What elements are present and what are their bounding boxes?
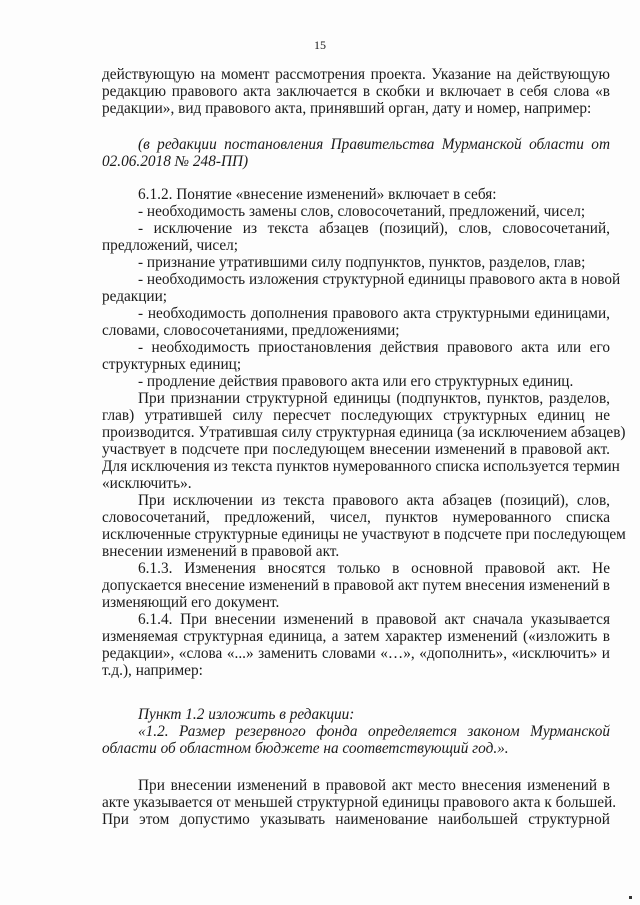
text-line: словами, словосочетаниями, предложениями;: [102, 322, 400, 339]
text-line: редакции», «слова «...» заменить словами «…», «дополнить», «исключить» и: [102, 645, 610, 662]
text-line: акте указывается от меньшей структурной единицы правового акта к большей.: [102, 794, 617, 811]
text-line: 6.1.4. При внесении изменений в правовой акт сначала указывается: [138, 611, 610, 628]
text-line: - необходимость изложения структурной единицы правового акта в новой: [138, 271, 621, 288]
text-line: редакции;: [102, 288, 168, 305]
text-line: изменяющий его документ.: [102, 594, 280, 611]
page-number: 15: [314, 38, 326, 52]
text-line: изменяемая структурная единица, а затем характер изменений («изложить в: [102, 628, 610, 645]
text-line: При внесении изменений в правовой акт место внесения изменений в: [138, 777, 610, 794]
text-line: Пункт 1.2 изложить в редакции:: [138, 706, 355, 723]
text-line: При этом допустимо указывать наименование наибольшей структурной: [102, 811, 610, 828]
text-line: редакцию правового акта заключается в скобки и включает в себя слова «в: [102, 83, 610, 100]
text-line: области об областном бюджете на соответствующий год.».: [102, 740, 509, 757]
text-line: 6.1.2. Понятие «внесение изменений» включает в себя:: [138, 186, 497, 203]
text-line: производится. Утратившая силу структурная единица (за исключением абзацев): [102, 424, 626, 441]
text-line: структурных единиц;: [102, 356, 242, 373]
text-line: 02.06.2018 № 248-ПП): [102, 153, 249, 170]
text-line: допускается внесение изменений в правовой акт путем внесения изменений в: [102, 577, 610, 594]
text-line: При исключении из текста правового акта абзацев (позиций), слов,: [138, 492, 610, 509]
text-line: - признание утратившими силу подпунктов, пунктов, разделов, глав;: [138, 254, 586, 271]
text-line: - исключение из текста абзацев (позиций), слов, словосочетаний,: [138, 220, 610, 237]
text-line: (в редакции постановления Правительства Мурманской области от: [138, 136, 610, 153]
text-line: «1.2. Размер резервного фонда определяется законом Мурманской: [138, 723, 610, 740]
scan-mark: [629, 896, 632, 899]
text-line: участвует в подсчете при последующем внесении изменений в правовой акт.: [102, 441, 610, 458]
text-line: При признании структурной единицы (подпунктов, пунктов, разделов,: [138, 390, 610, 407]
text-line: - необходимость дополнения правового акта структурными единицами,: [138, 305, 610, 322]
text-line: Для исключения из текста пунктов нумерованного списка используется термин: [102, 458, 620, 475]
text-line: внесении изменений в правовой акт.: [102, 543, 340, 560]
text-line: словосочетаний, предложений, чисел, пунктов нумерованного списка: [102, 509, 610, 526]
text-line: т.д.), например:: [102, 662, 203, 679]
text-line: редакции», вид правового акта, принявший орган, дату и номер, например:: [102, 100, 592, 117]
text-line: глав) утратившей силу пересчет последующих структурных единиц не: [102, 407, 610, 424]
text-line: действующую на момент рассмотрения проекта. Указание на действующую: [102, 66, 610, 83]
text-line: «исключить».: [102, 475, 192, 492]
text-line: предложений, чисел;: [102, 237, 238, 254]
text-line: исключенные структурные единицы не участвуют в подсчете при последующем: [102, 526, 626, 543]
text-line: - необходимость замены слов, словосочетаний, предложений, чисел;: [138, 203, 586, 220]
text-line: - необходимость приостановления действия правового акта или его: [138, 339, 610, 356]
text-line: - продление действия правового акта или его структурных единиц.: [138, 373, 574, 390]
text-line: 6.1.3. Изменения вносятся только в основной правовой акт. Не: [138, 560, 610, 577]
